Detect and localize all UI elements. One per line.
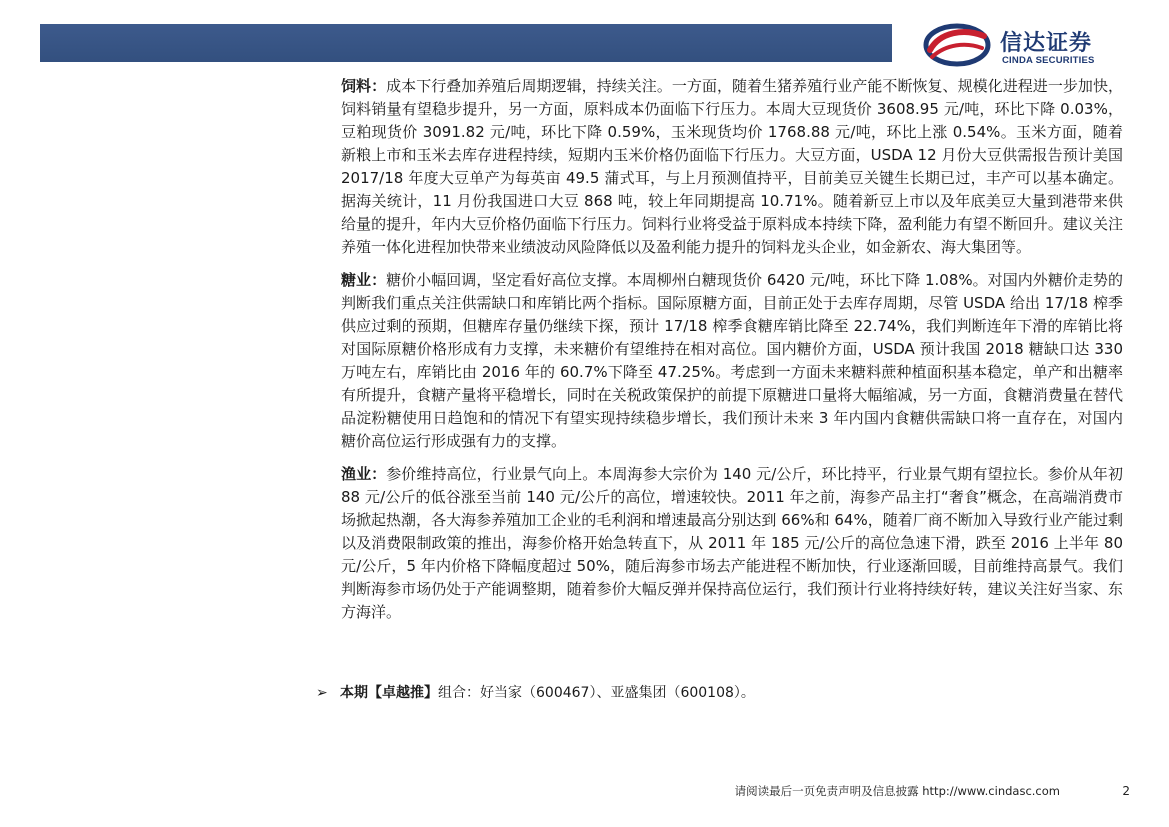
footer-disclaimer: 请阅读最后一页免责声明及信息披露 http://www.cindasc.com bbox=[734, 784, 1060, 798]
section-fishery-title: 渔业： bbox=[341, 465, 387, 483]
recommendation-line bbox=[316, 682, 1116, 704]
company-logo bbox=[922, 20, 1132, 70]
section-sugar-title: 糖业： bbox=[341, 271, 387, 289]
section-sugar bbox=[341, 269, 1123, 453]
recommendation-text: 组合：好当家（600467）、亚盛集团（600108）。 bbox=[438, 685, 755, 701]
section-feed-text: 成本下行叠加养殖后周期逻辑，持续关注。一方面，随着生猪养殖行业产能不断恢复、规模化进程进一步加快，饲料销量有望稳步提升，另一方面，原料成本仍面临下行压力。本周大豆现货价 3608.95 元/吨，环比下降 0.03%，豆粕现货价 3091.82 元/吨，环比下降 0.59%，玉米现货均价 1768.88 元/吨，环比上涨 0.54%。玉米方面，随着新粮上市和玉米去库存进程持续，短期内玉米价格仍面临下行压力。大豆方面，USDA 12 月份大豆供需报告预计美国 2017/18 年度大豆单产为每英亩 49.5 蒲式耳，与上月预测值持平，目前美豆关键生长期已过，丰产可以基本确定。据海关统计，11 月份我国进口大豆 868 吨，较上年同期提高 10.71%。随着新豆上市以及年底美豆大量到港带来供给量的提升，年内大豆价格仍面临下行压力。饲料行业将受益于原料成本持续下降，盈利能力有望不断回升。建议关注养殖一体化进程加快带来业绩波动风险降低以及盈利能力提升的饲料龙头企业，如金新农、海大集团等。 bbox=[341, 77, 1123, 256]
report-body bbox=[341, 75, 1123, 624]
header-bar bbox=[40, 24, 892, 62]
section-feed-title: 饲料： bbox=[341, 77, 387, 95]
logo-english-name: CINDA SECURITIES bbox=[1002, 55, 1095, 66]
cinda-logo-icon bbox=[922, 20, 992, 70]
logo-name: 信达证券 bbox=[1000, 31, 1093, 56]
section-sugar-text: 糖价小幅回调，坚定看好高位支撑。本周柳州白糖现货价 6420 元/吨，环比下降 1.08%。对国内外糖价走势的判断我们重点关注供需缺口和库销比两个指标。国际原糖方面，目前正处于去库存周期，尽管 USDA 给出 17/18 榨季供应过剩的预期，但糖库存量仍继续下探，预计 17/18 榨季食糖库销比降至 22.74%，我们判断连年下滑的库销比将对国际原糖价格形成有力支撑，未来糖价有望维持在相对高位。国内糖价方面，USDA 预计我国 2018 糖缺口达 330 万吨左右，库销比由 2016 年的 60.7%下降至 47.25%。考虑到一方面未来糖料蔗种植面积基本稳定，单产和出糖率有所提升，食糖产量将平稳增长，同时在关税政策保护的前提下原糖进口量将大幅缩减，另一方面，食糖消费量在替代品淀粉糖使用日趋饱和的情况下有望实现持续稳步增长，我们预计未来 3 年内国内食糖供需缺口将一直存在，对国内糖价高位运行形成强有力的支撑。 bbox=[341, 271, 1123, 450]
section-fishery-text: 参价维持高位，行业景气向上。本周海参大宗价为 140 元/公斤，环比持平，行业景气期有望拉长。参价从年初 88 元/公斤的低谷涨至当前 140 元/公斤的高位，增速较快。2011 年之前，海参产品主打“奢食”概念，在高端消费市场掀起热潮，各大海参养殖加工企业的毛利润和增速最高分别达到 66%和 64%，随着厂商不断加入导致行业产能过剩以及消费限制政策的推出，海参价格开始急转直下，从 2011 年 185 元/公斤的高位急速下滑，跌至 2016 上半年 80 元/公斤，5 年内价格下降幅度超过 50%，随后海参市场去产能进程不断加快，行业逐渐回暖，目前维持高景气。我们判断海参市场仍处于产能调整期，随着参价大幅反弹并保持高位运行，我们预计行业将持续好转，建议关注好当家、东方海洋。 bbox=[341, 465, 1123, 621]
page-number: 2 bbox=[1122, 784, 1130, 798]
arrow-bullet-icon: ➢ bbox=[316, 685, 328, 701]
section-fishery bbox=[341, 463, 1123, 624]
recommendation-title: 本期【卓越推】 bbox=[340, 685, 438, 701]
section-feed bbox=[341, 75, 1123, 259]
